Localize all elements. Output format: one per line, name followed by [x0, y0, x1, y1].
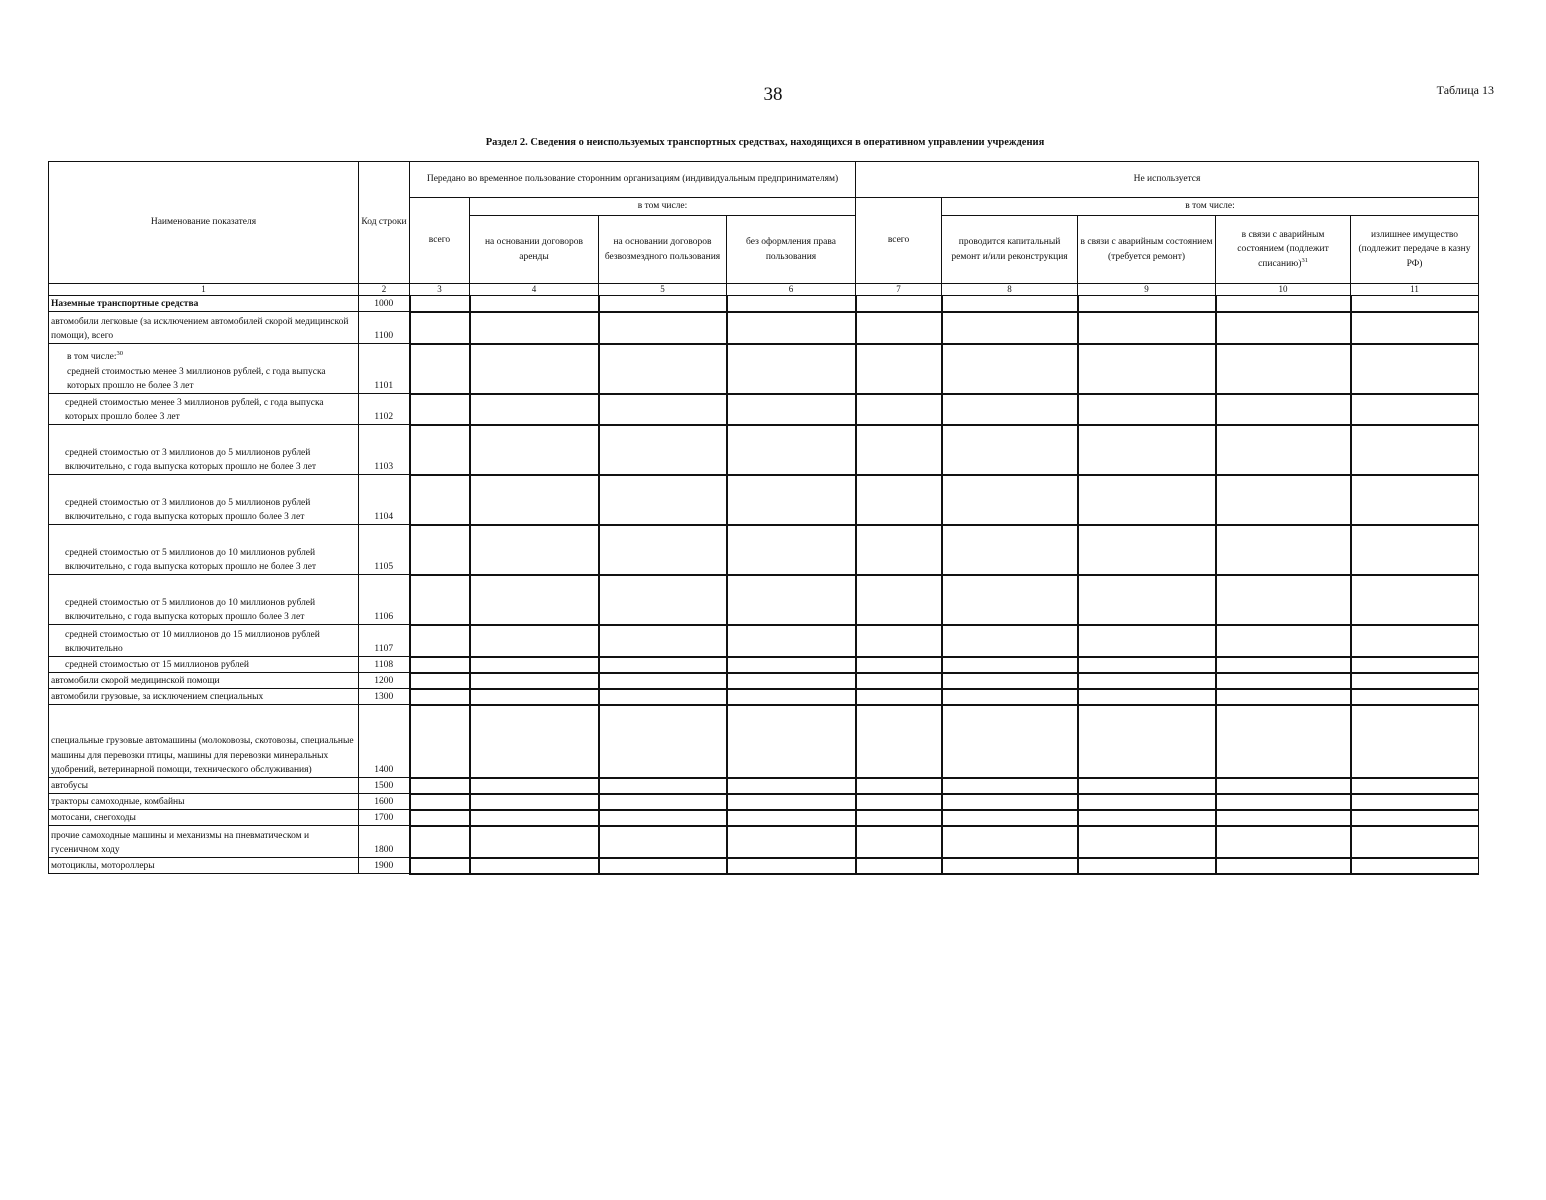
cell-col-4[interactable] [470, 344, 599, 394]
row-name-text: средней стоимостью от 15 миллионов рублей [65, 659, 249, 670]
row-code: 1300 [359, 689, 410, 705]
cell-col-5[interactable] [599, 525, 727, 575]
table-row-1800 [49, 826, 1479, 858]
cell-col-6[interactable] [727, 425, 856, 475]
header-not-used-group: Не используется [856, 162, 1479, 198]
row-code: 1103 [359, 425, 410, 475]
row-name [49, 296, 359, 312]
row-name-text: средней стоимостью от 10 миллионов до 15 миллионов рублей включительно [65, 629, 320, 654]
cell-col-6[interactable] [727, 794, 856, 810]
cell-col-3[interactable] [410, 312, 470, 344]
cell-col-9[interactable] [1078, 794, 1216, 810]
cell-col-9[interactable] [1078, 657, 1216, 673]
cell-col-11[interactable] [1351, 625, 1479, 657]
cell-col-10[interactable] [1216, 657, 1351, 673]
cell-col-10[interactable] [1216, 575, 1351, 625]
cell-col-9[interactable] [1078, 394, 1216, 425]
column-number-6: 6 [727, 284, 856, 296]
row-code: 1600 [359, 794, 410, 810]
cell-col-3[interactable] [410, 826, 470, 858]
cell-col-9[interactable] [1078, 705, 1216, 778]
cell-col-8[interactable] [942, 312, 1078, 344]
cell-col-9[interactable] [1078, 673, 1216, 689]
cell-col-6[interactable] [727, 810, 856, 826]
cell-col-11[interactable] [1351, 475, 1479, 525]
cell-col-8[interactable] [942, 689, 1078, 705]
cell-col-4[interactable] [470, 810, 599, 826]
row-code: 1800 [359, 826, 410, 858]
cell-col-9[interactable] [1078, 858, 1216, 874]
cell-col-3[interactable] [410, 344, 470, 394]
cell-col-8[interactable] [942, 425, 1078, 475]
row-name-text: тракторы самоходные, комбайны [51, 796, 185, 807]
column-number-10: 10 [1216, 284, 1351, 296]
cell-col-9[interactable] [1078, 810, 1216, 826]
column-number-4: 4 [470, 284, 599, 296]
cell-col-6[interactable] [727, 689, 856, 705]
cell-col-11[interactable] [1351, 394, 1479, 425]
row-name-text: средней стоимостью менее 3 миллионов рублей, с года выпуска которых прошло более 3 лет [65, 397, 324, 422]
cell-col-6[interactable] [727, 625, 856, 657]
table-row-1100 [49, 312, 1479, 344]
header-col-7: всего [856, 198, 942, 284]
cell-col-8[interactable] [942, 344, 1078, 394]
cell-col-3[interactable] [410, 689, 470, 705]
column-numbers-row [49, 284, 1479, 296]
cell-col-7[interactable] [856, 475, 942, 525]
cell-col-3[interactable] [410, 425, 470, 475]
cell-col-10[interactable] [1216, 296, 1351, 312]
cell-col-7[interactable] [856, 525, 942, 575]
cell-col-10[interactable] [1216, 344, 1351, 394]
table-row-1105 [49, 525, 1479, 575]
row-code: 1105 [359, 525, 410, 575]
row-code: 1102 [359, 394, 410, 425]
row-name [49, 657, 359, 673]
header-name: Наименование показателя [49, 162, 359, 284]
cell-col-5[interactable] [599, 810, 727, 826]
cell-col-11[interactable] [1351, 673, 1479, 689]
table-row-1108 [49, 657, 1479, 673]
cell-col-3[interactable] [410, 673, 470, 689]
cell-col-6[interactable] [727, 826, 856, 858]
cell-col-9[interactable] [1078, 475, 1216, 525]
row-name-text: автомобили скорой медицинской помощи [51, 675, 220, 686]
cell-col-5[interactable] [599, 794, 727, 810]
cell-col-10[interactable] [1216, 778, 1351, 794]
row-name-text: прочие самоходные машины и механизмы на пневматическом и гусеничном ходу [51, 830, 310, 855]
row-name-text: автобусы [51, 780, 89, 791]
cell-col-5[interactable] [599, 689, 727, 705]
cell-col-11[interactable] [1351, 344, 1479, 394]
cell-col-9[interactable] [1078, 778, 1216, 794]
row-code: 1900 [359, 858, 410, 874]
cell-col-5[interactable] [599, 312, 727, 344]
row-name [49, 858, 359, 874]
cell-col-5[interactable] [599, 826, 727, 858]
header-col-6: без оформления права пользования [727, 216, 856, 284]
cell-col-10[interactable] [1216, 475, 1351, 525]
cell-col-4[interactable] [470, 657, 599, 673]
row-name-text: средней стоимостью от 3 миллионов до 5 миллионов рублей включительно, с года выпуска которых прошло не более 3 лет [65, 447, 317, 472]
cell-col-4[interactable] [470, 826, 599, 858]
cell-col-5[interactable] [599, 778, 727, 794]
table-row-1102 [49, 394, 1479, 425]
cell-col-5[interactable] [599, 296, 727, 312]
row-code: 1700 [359, 810, 410, 826]
table-row-1101 [49, 344, 1479, 394]
cell-col-11[interactable] [1351, 525, 1479, 575]
row-name-text: автомобили грузовые, за исключением специальных [51, 691, 264, 702]
cell-col-4[interactable] [470, 475, 599, 525]
cell-col-10[interactable] [1216, 312, 1351, 344]
cell-col-9[interactable] [1078, 575, 1216, 625]
cell-col-7[interactable] [856, 826, 942, 858]
cell-col-4[interactable] [470, 312, 599, 344]
cell-col-11[interactable] [1351, 312, 1479, 344]
page-number: 38 [763, 84, 783, 105]
cell-col-3[interactable] [410, 525, 470, 575]
row-code: 1200 [359, 673, 410, 689]
row-code: 1101 [359, 344, 410, 394]
header-col-5: на основании договоров безвозмездного пользования [599, 216, 727, 284]
row-name [49, 689, 359, 705]
cell-col-3[interactable] [410, 858, 470, 874]
cell-col-7[interactable] [856, 794, 942, 810]
cell-col-4[interactable] [470, 296, 599, 312]
header-col-8: проводится капитальный ремонт и/или реконструкция [942, 216, 1078, 284]
row-name-text: автомобили легковые (за исключением автомобилей скорой медицинской помощи), всего [51, 316, 349, 341]
header-col-3: всего [410, 198, 470, 284]
cell-col-10[interactable] [1216, 858, 1351, 874]
column-number-9: 9 [1078, 284, 1216, 296]
cell-col-10[interactable] [1216, 794, 1351, 810]
cell-col-10[interactable] [1216, 394, 1351, 425]
row-name-text: мотосани, снегоходы [51, 812, 136, 823]
row-name-text: Наземные транспортные средства [51, 298, 199, 309]
row-name-text: средней стоимостью от 5 миллионов до 10 миллионов рублей включительно, с года выпуска которых прошло не более 3 лет [65, 547, 317, 572]
header-transferred-group: Передано во временное пользование сторонним организациям (индивидуальным предпринимателям) [410, 162, 856, 198]
cell-col-7[interactable] [856, 625, 942, 657]
cell-col-11[interactable] [1351, 826, 1479, 858]
cell-col-6[interactable] [727, 296, 856, 312]
header-col-10-footnote: 31 [1301, 257, 1308, 265]
header-col-11: излишнее имущество (подлежит передаче в казну РФ) [1351, 216, 1479, 284]
column-number-11: 11 [1351, 284, 1479, 296]
cell-col-4[interactable] [470, 689, 599, 705]
cell-col-6[interactable] [727, 657, 856, 673]
header-col-10-text: в связи с аварийным состоянием (подлежит списанию) [1237, 229, 1329, 270]
footnote-marker: 30 [116, 350, 124, 358]
cell-col-10[interactable] [1216, 525, 1351, 575]
cell-col-11[interactable] [1351, 705, 1479, 778]
cell-col-5[interactable] [599, 475, 727, 525]
table-row-1600 [49, 794, 1479, 810]
cell-col-10[interactable] [1216, 673, 1351, 689]
cell-col-4[interactable] [470, 794, 599, 810]
cell-col-5[interactable] [599, 705, 727, 778]
cell-col-11[interactable] [1351, 858, 1479, 874]
column-number-1: 1 [49, 284, 359, 296]
cell-col-9[interactable] [1078, 344, 1216, 394]
cell-col-5[interactable] [599, 575, 727, 625]
cell-col-7[interactable] [856, 689, 942, 705]
cell-col-8[interactable] [942, 394, 1078, 425]
cell-col-5[interactable] [599, 858, 727, 874]
cell-col-7[interactable] [856, 810, 942, 826]
cell-col-11[interactable] [1351, 296, 1479, 312]
unused-vehicles-table [48, 161, 1479, 875]
table-row-1106 [49, 575, 1479, 625]
cell-col-9[interactable] [1078, 425, 1216, 475]
cell-col-4[interactable] [470, 673, 599, 689]
cell-col-9[interactable] [1078, 312, 1216, 344]
cell-col-3[interactable] [410, 296, 470, 312]
row-code: 1104 [359, 475, 410, 525]
cell-col-8[interactable] [942, 525, 1078, 575]
cell-col-8[interactable] [942, 575, 1078, 625]
cell-col-10[interactable] [1216, 826, 1351, 858]
table-row-1500 [49, 778, 1479, 794]
cell-col-7[interactable] [856, 778, 942, 794]
cell-col-7[interactable] [856, 657, 942, 673]
cell-col-11[interactable] [1351, 575, 1479, 625]
cell-col-7[interactable] [856, 312, 942, 344]
cell-col-3[interactable] [410, 625, 470, 657]
row-name-text: мотоциклы, мотороллеры [51, 860, 155, 871]
table-row-1107 [49, 625, 1479, 657]
cell-col-6[interactable] [727, 312, 856, 344]
cell-col-5[interactable] [599, 344, 727, 394]
cell-col-8[interactable] [942, 858, 1078, 874]
row-code: 1100 [359, 312, 410, 344]
cell-col-10[interactable] [1216, 810, 1351, 826]
row-name [49, 344, 359, 394]
cell-col-10[interactable] [1216, 425, 1351, 475]
cell-col-8[interactable] [942, 810, 1078, 826]
row-name [49, 673, 359, 689]
cell-col-6[interactable] [727, 575, 856, 625]
cell-col-8[interactable] [942, 705, 1078, 778]
table-row-1300 [49, 689, 1479, 705]
section-title: Раздел 2. Сведения о неиспользуемых транспортных средствах, находящихся в оперативном управлении учреждения [485, 137, 1045, 148]
column-number-7: 7 [856, 284, 942, 296]
cell-col-4[interactable] [470, 858, 599, 874]
table-label: Таблица 13 [1436, 83, 1494, 97]
cell-col-3[interactable] [410, 705, 470, 778]
table-row-1103 [49, 425, 1479, 475]
cell-col-7[interactable] [856, 705, 942, 778]
cell-col-7[interactable] [856, 296, 942, 312]
cell-col-3[interactable] [410, 575, 470, 625]
cell-col-3[interactable] [410, 810, 470, 826]
cell-col-7[interactable] [856, 425, 942, 475]
cell-col-8[interactable] [942, 794, 1078, 810]
table-row-1104 [49, 475, 1479, 525]
cell-col-3[interactable] [410, 778, 470, 794]
cell-col-6[interactable] [727, 673, 856, 689]
row-name-text: средней стоимостью от 5 миллионов до 10 миллионов рублей включительно, с года выпуска которых прошло более 3 лет [65, 597, 316, 622]
cell-col-6[interactable] [727, 705, 856, 778]
row-name [49, 625, 359, 657]
table-row-1900 [49, 858, 1479, 874]
cell-col-8[interactable] [942, 475, 1078, 525]
cell-col-9[interactable] [1078, 826, 1216, 858]
cell-col-5[interactable] [599, 673, 727, 689]
cell-col-5[interactable] [599, 394, 727, 425]
cell-col-8[interactable] [942, 826, 1078, 858]
header-col-9: в связи с аварийным состоянием (требуется ремонт) [1078, 216, 1216, 284]
cell-col-9[interactable] [1078, 525, 1216, 575]
row-name [49, 425, 359, 475]
cell-col-4[interactable] [470, 705, 599, 778]
cell-col-7[interactable] [856, 673, 942, 689]
row-name-text: специальные грузовые автомашины (молоковозы, скотовозы, специальные машины для перевозки птицы, машины для перевозки минеральных удобрений, ветеринарной помощи, технического обслуживания) [51, 736, 354, 775]
cell-col-6[interactable] [727, 394, 856, 425]
cell-col-11[interactable] [1351, 810, 1479, 826]
cell-col-4[interactable] [470, 525, 599, 575]
row-name-prefix [67, 349, 356, 364]
cell-col-7[interactable] [856, 575, 942, 625]
row-name [49, 575, 359, 625]
cell-col-5[interactable] [599, 657, 727, 673]
cell-col-5[interactable] [599, 625, 727, 657]
cell-col-4[interactable] [470, 575, 599, 625]
cell-col-7[interactable] [856, 344, 942, 394]
table-body [49, 296, 1479, 874]
cell-col-11[interactable] [1351, 794, 1479, 810]
row-name-text: средней стоимостью менее 3 миллионов рублей, с года выпуска которых прошло не более 3 лет [67, 366, 326, 391]
cell-col-9[interactable] [1078, 296, 1216, 312]
cell-col-6[interactable] [727, 475, 856, 525]
cell-col-8[interactable] [942, 657, 1078, 673]
cell-col-11[interactable] [1351, 689, 1479, 705]
cell-col-7[interactable] [856, 394, 942, 425]
cell-col-10[interactable] [1216, 625, 1351, 657]
column-number-2: 2 [359, 284, 410, 296]
cell-col-3[interactable] [410, 475, 470, 525]
cell-col-11[interactable] [1351, 425, 1479, 475]
cell-col-6[interactable] [727, 778, 856, 794]
row-name [49, 826, 359, 858]
cell-col-11[interactable] [1351, 657, 1479, 673]
cell-col-10[interactable] [1216, 705, 1351, 778]
cell-col-6[interactable] [727, 525, 856, 575]
table-row-1200 [49, 673, 1479, 689]
cell-col-6[interactable] [727, 858, 856, 874]
cell-col-10[interactable] [1216, 689, 1351, 705]
row-name [49, 778, 359, 794]
row-code: 1500 [359, 778, 410, 794]
cell-col-4[interactable] [470, 625, 599, 657]
table-row-1000 [49, 296, 1479, 312]
cell-col-8[interactable] [942, 296, 1078, 312]
cell-col-9[interactable] [1078, 689, 1216, 705]
table-row-1400 [49, 705, 1479, 778]
cell-col-11[interactable] [1351, 778, 1479, 794]
cell-col-8[interactable] [942, 673, 1078, 689]
row-code: 1108 [359, 657, 410, 673]
row-name-prefix-text: в том числе: [67, 352, 117, 363]
row-code: 1106 [359, 575, 410, 625]
cell-col-4[interactable] [470, 425, 599, 475]
cell-col-9[interactable] [1078, 625, 1216, 657]
row-code: 1000 [359, 296, 410, 312]
row-name [49, 475, 359, 525]
header-incl-not-used: в том числе: [942, 198, 1479, 216]
cell-col-5[interactable] [599, 425, 727, 475]
table-row-1700 [49, 810, 1479, 826]
column-number-3: 3 [410, 284, 470, 296]
header-col-4: на основании договоров аренды [470, 216, 599, 284]
cell-col-3[interactable] [410, 657, 470, 673]
cell-col-4[interactable] [470, 394, 599, 425]
row-name [49, 794, 359, 810]
cell-col-4[interactable] [470, 778, 599, 794]
header-incl-transferred: в том числе: [470, 198, 856, 216]
row-code: 1107 [359, 625, 410, 657]
cell-col-3[interactable] [410, 394, 470, 425]
cell-col-3[interactable] [410, 794, 470, 810]
row-name [49, 312, 359, 344]
row-name [49, 525, 359, 575]
row-name [49, 705, 359, 778]
cell-col-6[interactable] [727, 344, 856, 394]
row-name [49, 394, 359, 425]
row-name [49, 810, 359, 826]
column-number-8: 8 [942, 284, 1078, 296]
row-code: 1400 [359, 705, 410, 778]
header-code: Код строки [359, 162, 410, 284]
cell-col-7[interactable] [856, 858, 942, 874]
header-col-10 [1216, 216, 1351, 284]
column-number-5: 5 [599, 284, 727, 296]
cell-col-8[interactable] [942, 778, 1078, 794]
cell-col-8[interactable] [942, 625, 1078, 657]
row-name-text: средней стоимостью от 3 миллионов до 5 миллионов рублей включительно, с года выпуска которых прошло более 3 лет [65, 497, 311, 522]
